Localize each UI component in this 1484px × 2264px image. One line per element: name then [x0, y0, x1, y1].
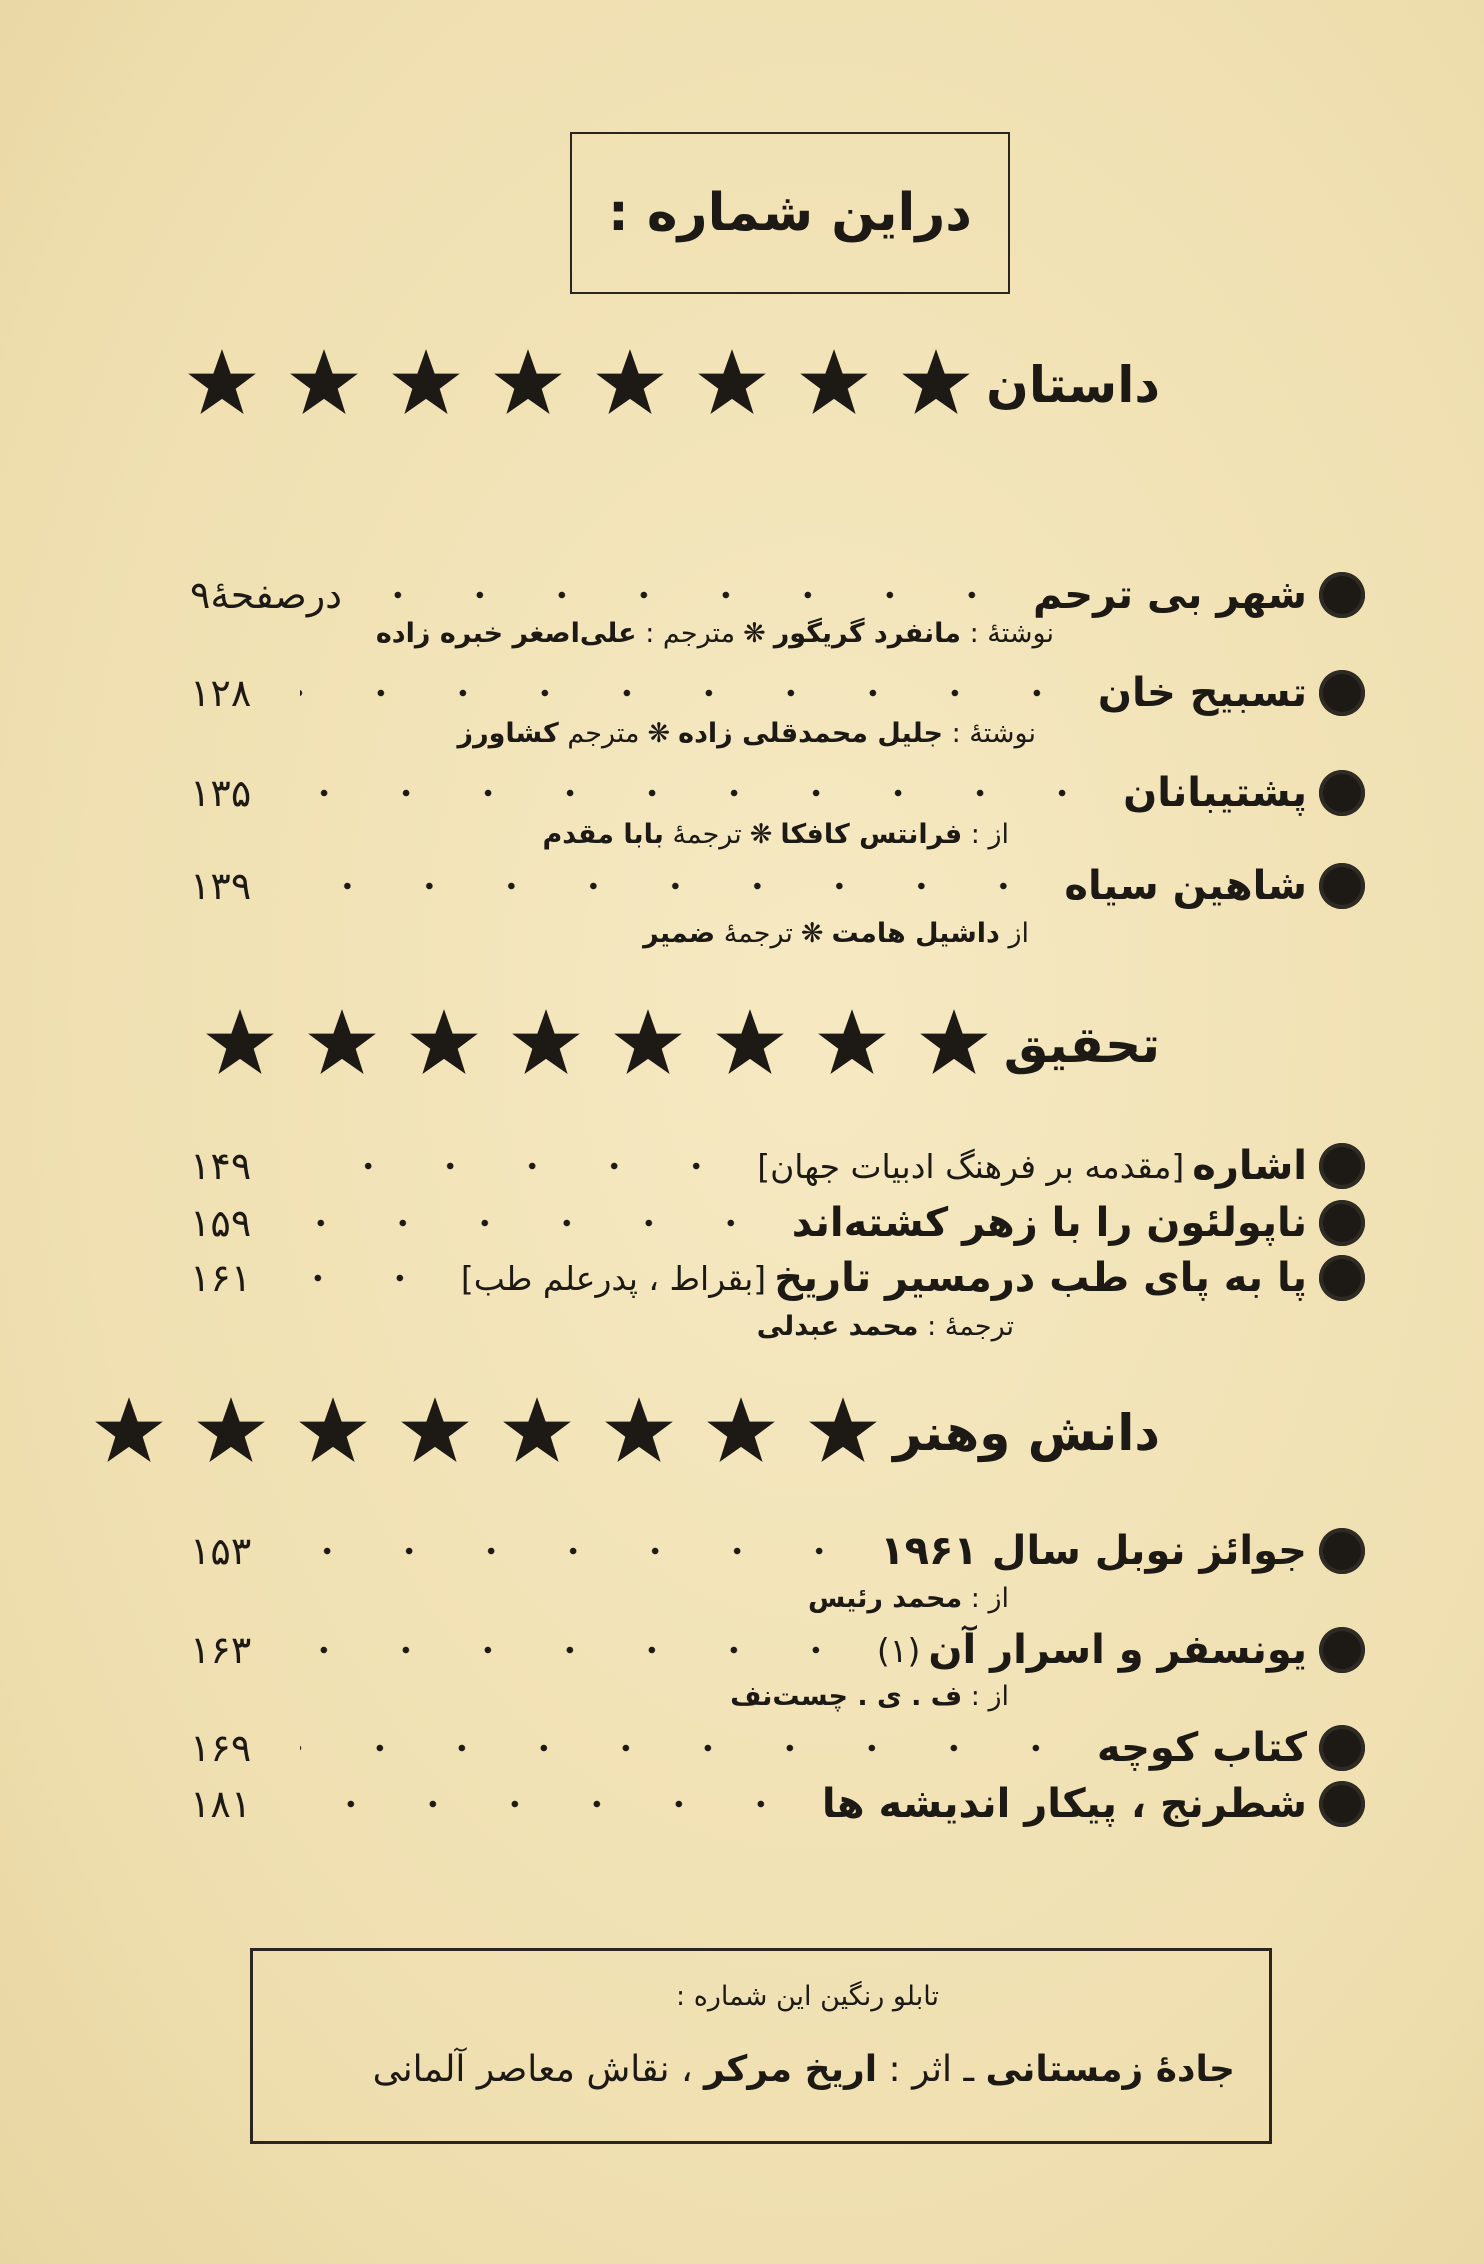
leader-dots [300, 1162, 737, 1170]
bullet-icon [1319, 670, 1365, 716]
toc-entry[interactable] [190, 1622, 1365, 1678]
star-icon [186, 347, 258, 423]
bullet-icon [1319, 1200, 1365, 1246]
star-icon [492, 347, 564, 423]
star-icon [390, 347, 462, 423]
entry-page: ۱۴۹ [190, 1144, 252, 1188]
star-icon [612, 1007, 684, 1083]
color-plate-box [250, 1948, 1272, 2144]
entry-page: ۱۳۵ [190, 771, 252, 815]
entry-page: درصفحهٔ۹ [190, 573, 343, 617]
bullet-icon [1319, 1627, 1365, 1673]
entry-credit [730, 1675, 1009, 1717]
entry-credit [808, 1577, 1009, 1619]
leader-dots [300, 1274, 441, 1282]
credit-translator: علی‌اصغر خبره زاده [375, 617, 637, 649]
contents-title: دراین شماره : [608, 183, 972, 243]
star-icon [696, 347, 768, 423]
credit-prefix: از : [970, 818, 1009, 850]
entry-page: ۱۲۸ [190, 671, 252, 715]
entry-page: ۱۶۱ [190, 1256, 252, 1300]
bullet-icon [1319, 572, 1365, 618]
bullet-icon [1319, 863, 1365, 909]
star-icon [408, 1007, 480, 1083]
contents-title-box [570, 132, 1010, 294]
star-row [204, 1007, 990, 1083]
credit-translator: بابا مقدم [542, 818, 664, 850]
star-icon [297, 1395, 369, 1471]
star-icon [798, 347, 870, 423]
leader-dots [300, 689, 1078, 697]
star-icon [603, 1395, 675, 1471]
entry-title: جوائز نوبل سال ۱۹۶۱ [880, 1528, 1307, 1574]
plate-label: تابلو رنگین این شماره : [676, 1981, 939, 2012]
toc-entry[interactable] [190, 858, 1365, 914]
entry-title: پشتیبانان [1123, 770, 1307, 816]
star-icon [918, 1007, 990, 1083]
star-icon [288, 347, 360, 423]
section-title: داستان [986, 356, 1160, 414]
star-icon [306, 1007, 378, 1083]
entry-credit [643, 912, 1029, 954]
plate-artist: اریخ مرکر [704, 2049, 878, 2090]
toc-entry[interactable] [190, 1250, 1365, 1306]
star-icon [714, 1007, 786, 1083]
bullet-icon [1319, 1781, 1365, 1827]
section-heading-story [190, 340, 1160, 430]
section-title: دانش وهنر [893, 1404, 1160, 1462]
section-heading-research [190, 1000, 1160, 1090]
section-title: تحقیق [1003, 1016, 1160, 1074]
star-icon [195, 1395, 267, 1471]
bullet-icon [1319, 770, 1365, 816]
entry-page: ۱۸۱ [190, 1782, 252, 1826]
plate-title: جادهٔ زمستانی [985, 2049, 1235, 2090]
credit-prefix: نوشتهٔ : [951, 717, 1036, 749]
entry-title: کتاب کوچه [1096, 1725, 1307, 1771]
separator-icon: ❋ [749, 818, 773, 850]
entry-title: تسبیح خان [1097, 670, 1307, 716]
plate-desc: ، نقاش معاصر آلمانی [372, 2049, 693, 2090]
star-icon [900, 347, 972, 423]
leader-dots [300, 882, 1044, 890]
star-icon [501, 1395, 573, 1471]
credit-role: مترجم : [645, 617, 736, 649]
separator-icon: ❋ [800, 917, 824, 949]
entry-page: ۱۶۳ [190, 1628, 252, 1672]
entry-title: شهر بی ترحم [1032, 572, 1307, 618]
separator-icon: ❋ [743, 617, 766, 649]
entry-page: ۱۶۹ [190, 1726, 252, 1770]
credit-author: محمد رئیس [808, 1582, 963, 1614]
leader-dots [300, 789, 1103, 797]
toc-entry[interactable] [190, 1523, 1365, 1579]
entry-credit [757, 1305, 1014, 1347]
section-heading-science-art [190, 1388, 1160, 1478]
leader-dots [300, 1646, 857, 1654]
credit-role: ترجمهٔ [723, 917, 793, 949]
separator-icon: ❋ [647, 717, 671, 749]
entry-subtitle: [بقراط ، پدرعلم طب] [460, 1258, 767, 1298]
entry-credit [458, 712, 1036, 754]
credit-role: مترجم [567, 717, 640, 749]
entry-subtitle: (۱) [876, 1630, 921, 1670]
star-icon [93, 1395, 165, 1471]
star-row [93, 1395, 879, 1471]
credit-prefix: از : [970, 1680, 1009, 1712]
credit-author: مانفرد گریگور [773, 617, 962, 649]
entry-title: شطرنج ، پیکار اندیشه ها [821, 1781, 1307, 1827]
star-row [186, 347, 972, 423]
entry-title: شاهین سیاه [1064, 863, 1307, 909]
leader-dots [362, 591, 1013, 599]
credit-author: داشیل هامت [831, 917, 1000, 949]
entry-subtitle: [مقدمه بر فرهنگ ادبیات جهان] [757, 1146, 1185, 1186]
toc-entry[interactable] [190, 1195, 1365, 1251]
entry-title: ناپولئون را با زهر کشته‌اند [791, 1200, 1307, 1246]
credit-author: محمد عبدلی [756, 1310, 919, 1342]
leader-dots [300, 1547, 860, 1555]
star-icon [807, 1395, 879, 1471]
star-icon [204, 1007, 276, 1083]
toc-entry[interactable] [190, 1776, 1365, 1832]
credit-translator: کشاورز [457, 717, 559, 749]
leader-dots [300, 1800, 802, 1808]
credit-prefix: از [1008, 917, 1029, 949]
credit-prefix: ترجمهٔ : [927, 1310, 1014, 1342]
leader-dots [300, 1219, 772, 1227]
credit-prefix: نوشتهٔ : [969, 617, 1054, 649]
star-icon [705, 1395, 777, 1471]
credit-translator: ضمیر [643, 917, 716, 949]
leader-dots [300, 1744, 1077, 1752]
star-icon [399, 1395, 471, 1471]
credit-author: ف . ی . چست‌نف [730, 1680, 963, 1712]
toc-entry[interactable] [190, 1720, 1365, 1776]
entry-credit [376, 612, 1054, 654]
credit-prefix: از : [970, 1582, 1009, 1614]
credit-author: جلیل محمدقلی زاده [678, 717, 944, 749]
entry-page: ۱۵۳ [190, 1529, 252, 1573]
star-icon [594, 347, 666, 423]
plate-caption [373, 2049, 1235, 2090]
bullet-icon [1319, 1143, 1365, 1189]
entry-page: ۱۵۹ [190, 1201, 252, 1245]
plate-dash: ـ [963, 2049, 975, 2090]
toc-entry[interactable] [190, 1138, 1365, 1194]
entry-title: پا به پای طب درمسیر تاریخ [774, 1255, 1307, 1301]
credit-role: ترجمهٔ [672, 818, 742, 850]
bullet-icon [1319, 1725, 1365, 1771]
credit-author: فرانتس کافکا [780, 818, 963, 850]
plate-by: اثر : [888, 2049, 953, 2090]
star-icon [816, 1007, 888, 1083]
star-icon [510, 1007, 582, 1083]
bullet-icon [1319, 1528, 1365, 1574]
entry-title: اشاره [1192, 1143, 1307, 1189]
entry-page: ۱۳۹ [190, 864, 252, 908]
entry-credit [542, 813, 1009, 855]
bullet-icon [1319, 1255, 1365, 1301]
entry-title: یونسفر و اسرار آن [928, 1627, 1307, 1673]
